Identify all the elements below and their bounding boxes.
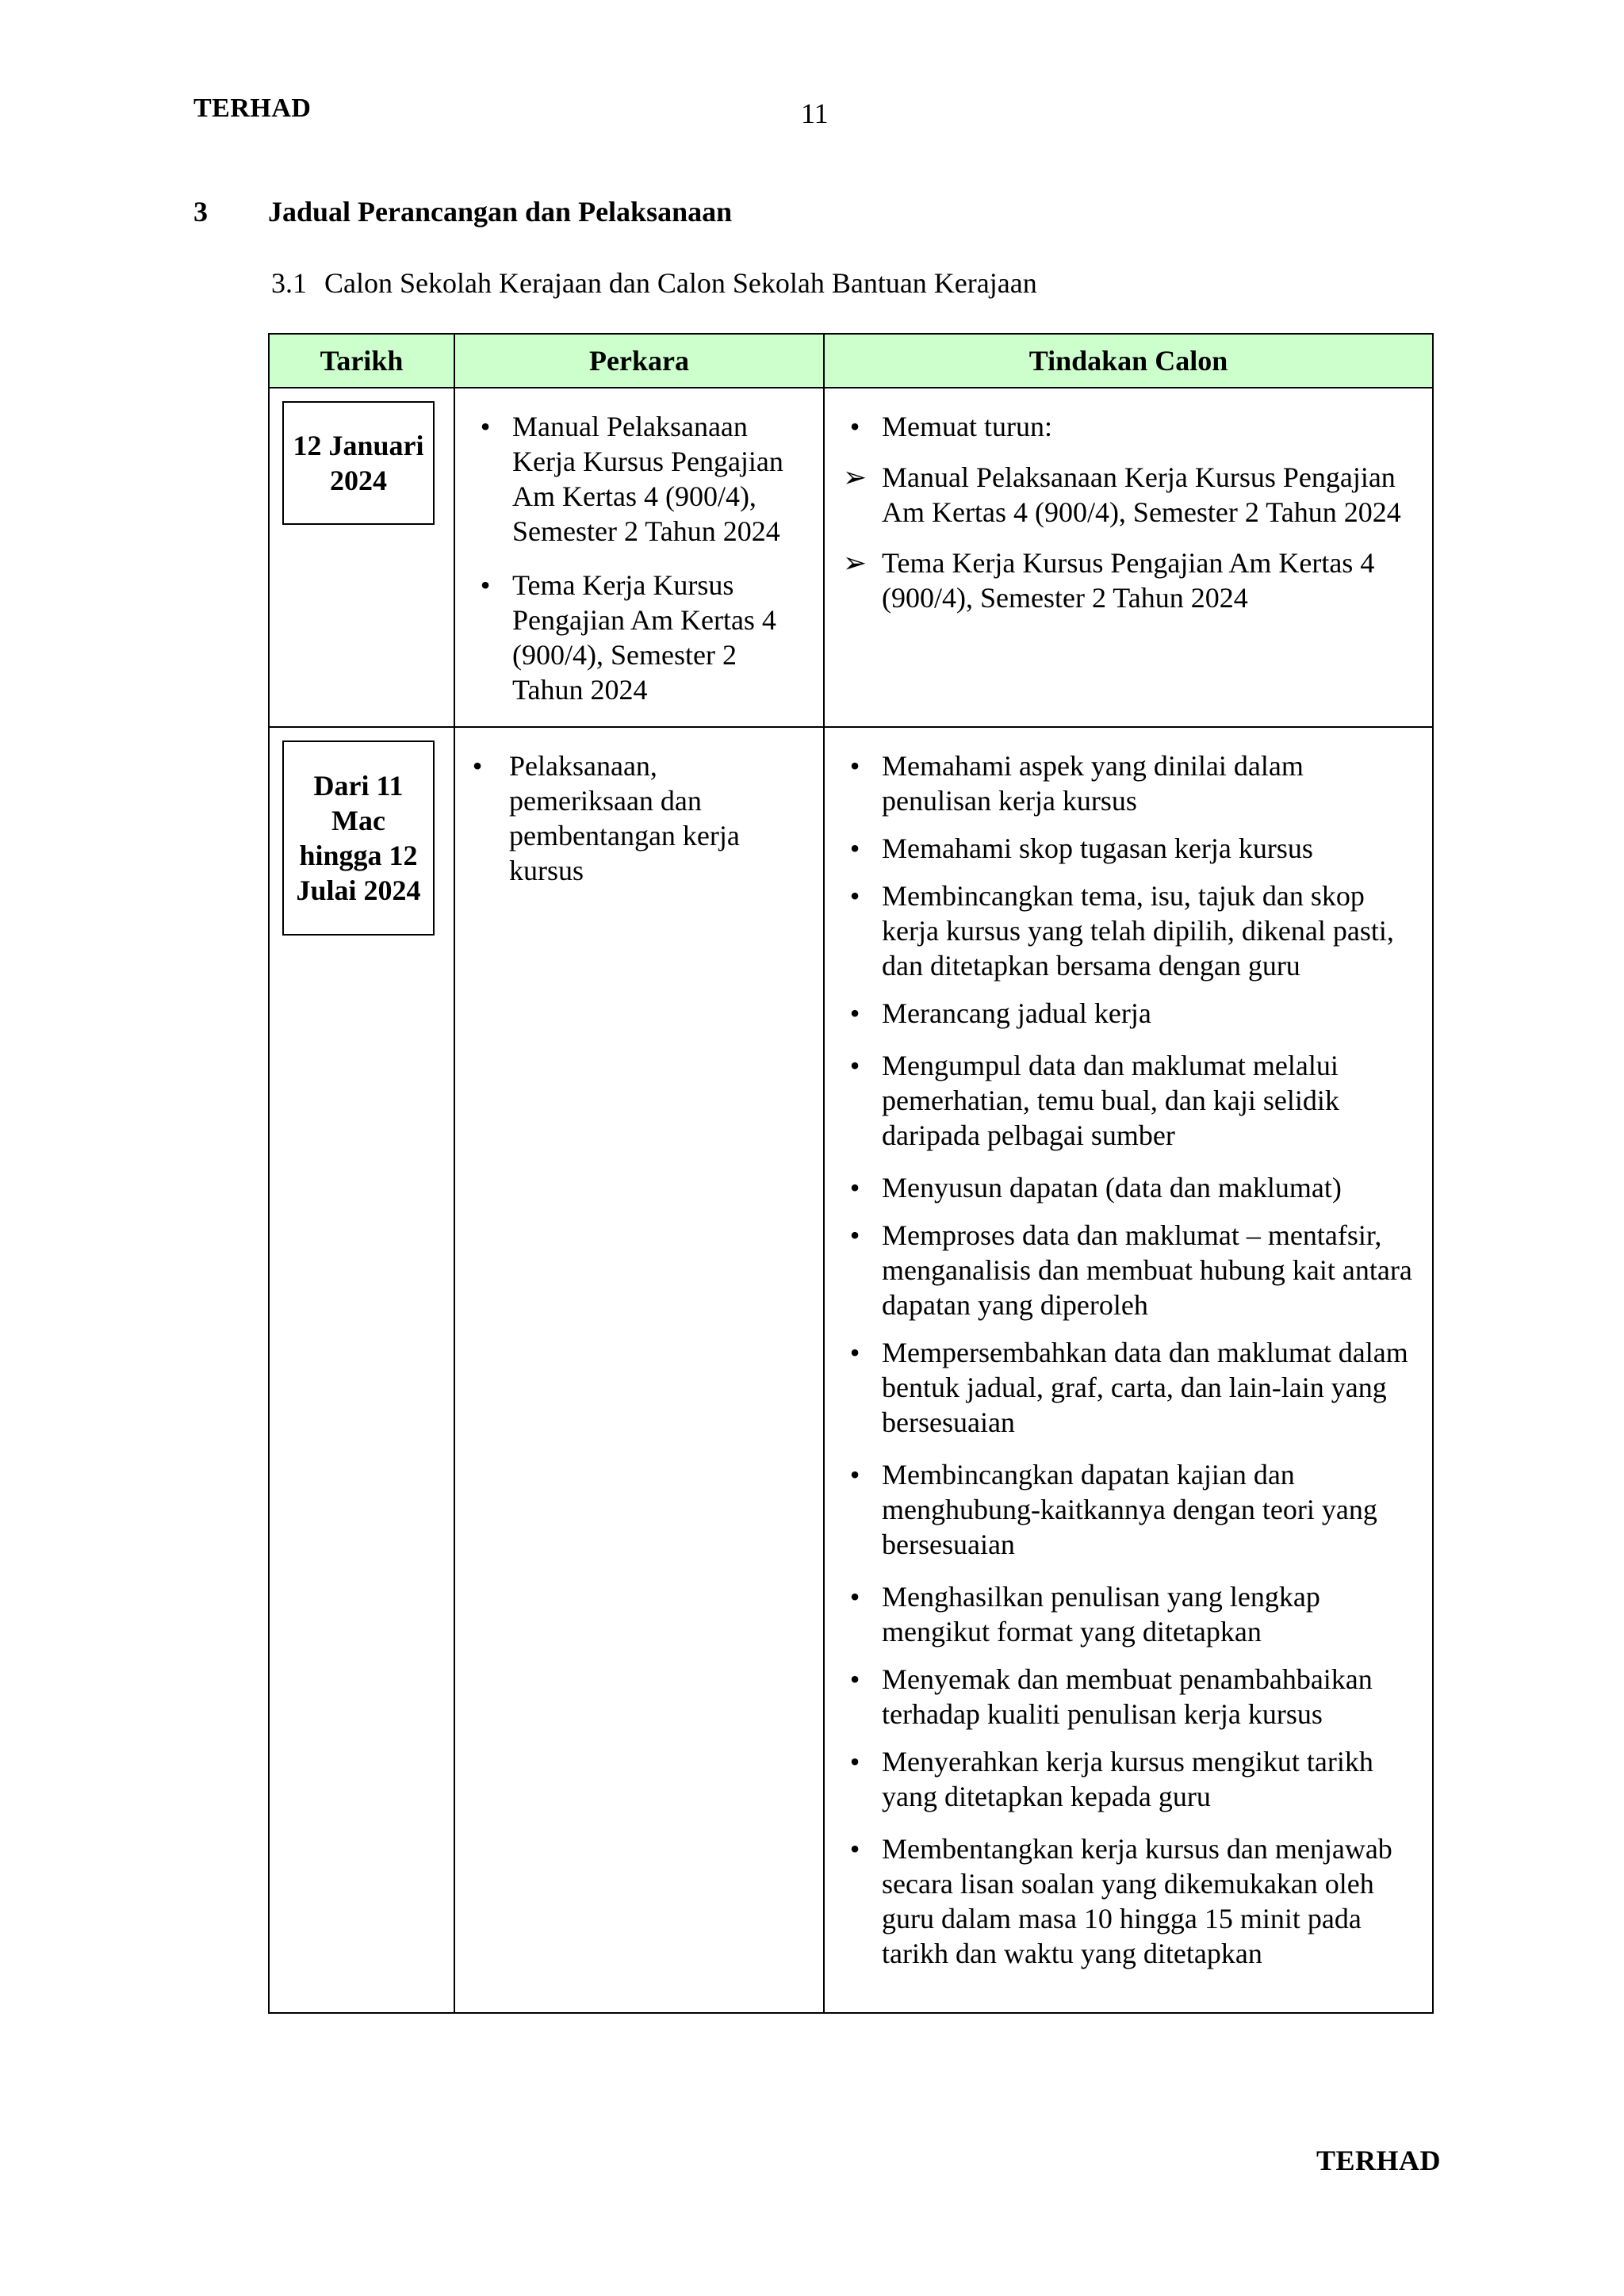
- schedule-table: [268, 333, 1434, 2014]
- matter-cell: [454, 727, 824, 2013]
- list-item: [825, 1457, 1416, 1562]
- bullet-icon: •: [849, 1337, 860, 1368]
- list-item-text: Memahami aspek yang dinilai dalam penulisan kerja kursus: [882, 750, 1304, 817]
- bullet-icon: •: [472, 750, 483, 782]
- list-item-text: Mempersembahkan data dan maklumat dalam bentuk jadual, graf, carta, dan lain-lain yang bersesuaian: [882, 1337, 1408, 1438]
- date-line: 12 Januari: [293, 430, 424, 461]
- list-item-text: Menyusun dapatan (data dan maklumat): [882, 1172, 1342, 1203]
- list-item-text: Memproses data dan maklumat – mentafsir, menganalisis dan membuat hubung kait antara dapatan yang diperoleh: [882, 1219, 1412, 1321]
- date-line: Julai 2024: [296, 874, 421, 906]
- bullet-icon: •: [849, 1219, 860, 1251]
- list-item: [825, 748, 1416, 818]
- column-header-date: Tarikh: [269, 334, 454, 388]
- list-item: [825, 1579, 1416, 1649]
- page-number: 11: [801, 98, 829, 129]
- bullet-icon: •: [849, 1746, 860, 1777]
- list-item: [825, 878, 1416, 983]
- list-item: [825, 1048, 1416, 1153]
- list-item-text: Manual Pelaksanaan Kerja Kursus Pengajian Am Kertas 4 (900/4), Semester 2 Tahun 2024: [882, 461, 1401, 528]
- list-item: [825, 1170, 1416, 1205]
- action-cell: [824, 727, 1433, 2013]
- column-header-action: Tindakan Calon: [824, 334, 1433, 388]
- bullet-icon: •: [849, 1459, 860, 1490]
- list-item-text: Membincangkan dapatan kajian dan menghubung-kaitkannya dengan teori yang bersesuaian: [882, 1459, 1377, 1560]
- table-row: [269, 388, 1433, 727]
- bullet-icon: •: [849, 832, 860, 864]
- list-item-text: Tema Kerja Kursus Pengajian Am Kertas 4 (900/4), Semester 2 Tahun 2024: [882, 547, 1375, 614]
- date-box: [282, 401, 435, 525]
- list-item-text: Tema Kerja Kursus Pengajian Am Kertas 4 (900/4), Semester 2 Tahun 2024: [512, 569, 776, 706]
- list-item: [455, 568, 801, 707]
- section-number: 3: [193, 196, 208, 228]
- date-line: hingga 12: [299, 840, 418, 871]
- list-item-text: Mengumpul data dan maklumat melalui pemerhatian, temu bual, dan kaji selidik daripada pelbagai sumber: [882, 1050, 1339, 1151]
- footer-classification: TERHAD: [1316, 2145, 1442, 2176]
- list-item: [825, 409, 1416, 444]
- action-list: [825, 748, 1416, 1971]
- list-item: [825, 831, 1416, 866]
- bullet-icon: •: [849, 411, 860, 442]
- table-header-row: [269, 334, 1433, 388]
- list-item: [825, 1218, 1416, 1322]
- date-box: [282, 740, 435, 936]
- list-item-text: Menyemak dan membuat penambahbaikan terhadap kualiti penulisan kerja kursus: [882, 1663, 1373, 1730]
- action-cell: [824, 388, 1433, 727]
- date-line: 2024: [330, 465, 387, 496]
- bullet-icon: •: [849, 1050, 860, 1081]
- list-item-text: Memahami skop tugasan kerja kursus: [882, 832, 1313, 864]
- list-item-text: Merancang jadual kerja: [882, 997, 1151, 1029]
- list-item-text: Manual Pelaksanaan Kerja Kursus Pengajian Am Kertas 4 (900/4), Semester 2 Tahun 2024: [512, 411, 783, 547]
- bullet-icon: •: [849, 1663, 860, 1695]
- table-row: [269, 727, 1433, 2013]
- arrowhead-bullet-icon: ➢: [842, 461, 868, 493]
- bullet-icon: •: [480, 569, 491, 601]
- matter-list: [455, 409, 801, 707]
- list-item-text: Membentangkan kerja kursus dan menjawab secara lisan soalan yang dikemukakan oleh guru dalam masa 10 hingga 15 minit pada tarikh dan waktu yang ditetapkan: [882, 1833, 1392, 1969]
- matter-cell: [454, 388, 824, 727]
- subsection-heading: [271, 266, 1037, 300]
- list-item: [825, 1831, 1416, 1971]
- list-item-text: Memuat turun:: [882, 411, 1052, 442]
- date-line: Mac: [331, 805, 385, 836]
- date-line: Dari 11: [313, 770, 404, 802]
- bullet-icon: •: [480, 411, 491, 442]
- subsection-title: Calon Sekolah Kerajaan dan Calon Sekolah Bantuan Kerajaan: [324, 267, 1037, 299]
- list-item: [825, 996, 1416, 1031]
- list-item: [455, 748, 801, 888]
- list-item: [825, 1335, 1416, 1440]
- bullet-icon: •: [849, 750, 860, 782]
- list-item-text: Menghasilkan penulisan yang lengkap mengikut format yang ditetapkan: [882, 1581, 1320, 1647]
- section-title: Jadual Perancangan dan Pelaksanaan: [268, 196, 733, 228]
- column-header-matter: Perkara: [454, 334, 824, 388]
- date-cell: [269, 727, 454, 2013]
- action-list: [825, 409, 1416, 615]
- arrowhead-bullet-icon: ➢: [842, 547, 868, 579]
- list-item: [825, 460, 1416, 530]
- list-item: [455, 409, 801, 549]
- list-item: [825, 545, 1416, 615]
- bullet-icon: •: [849, 880, 860, 912]
- bullet-icon: •: [849, 1581, 860, 1613]
- list-item-text: Menyerahkan kerja kursus mengikut tarikh yang ditetapkan kepada guru: [882, 1746, 1373, 1812]
- list-item: [825, 1744, 1416, 1814]
- list-item-text: Membincangkan tema, isu, tajuk dan skop kerja kursus yang telah dipilih, dikenal pasti, dan ditetapkan bersama dengan guru: [882, 880, 1394, 982]
- matter-list: [455, 748, 801, 888]
- bullet-icon: •: [849, 997, 860, 1029]
- list-item: [825, 1662, 1416, 1732]
- bullet-icon: •: [849, 1172, 860, 1203]
- date-cell: [269, 388, 454, 727]
- header-classification: TERHAD: [193, 94, 312, 123]
- subsection-number: 3.1: [271, 267, 307, 299]
- list-item-text: Pelaksanaan, pemeriksaan dan pembentangan kerja kursus: [509, 750, 740, 886]
- bullet-icon: •: [849, 1833, 860, 1865]
